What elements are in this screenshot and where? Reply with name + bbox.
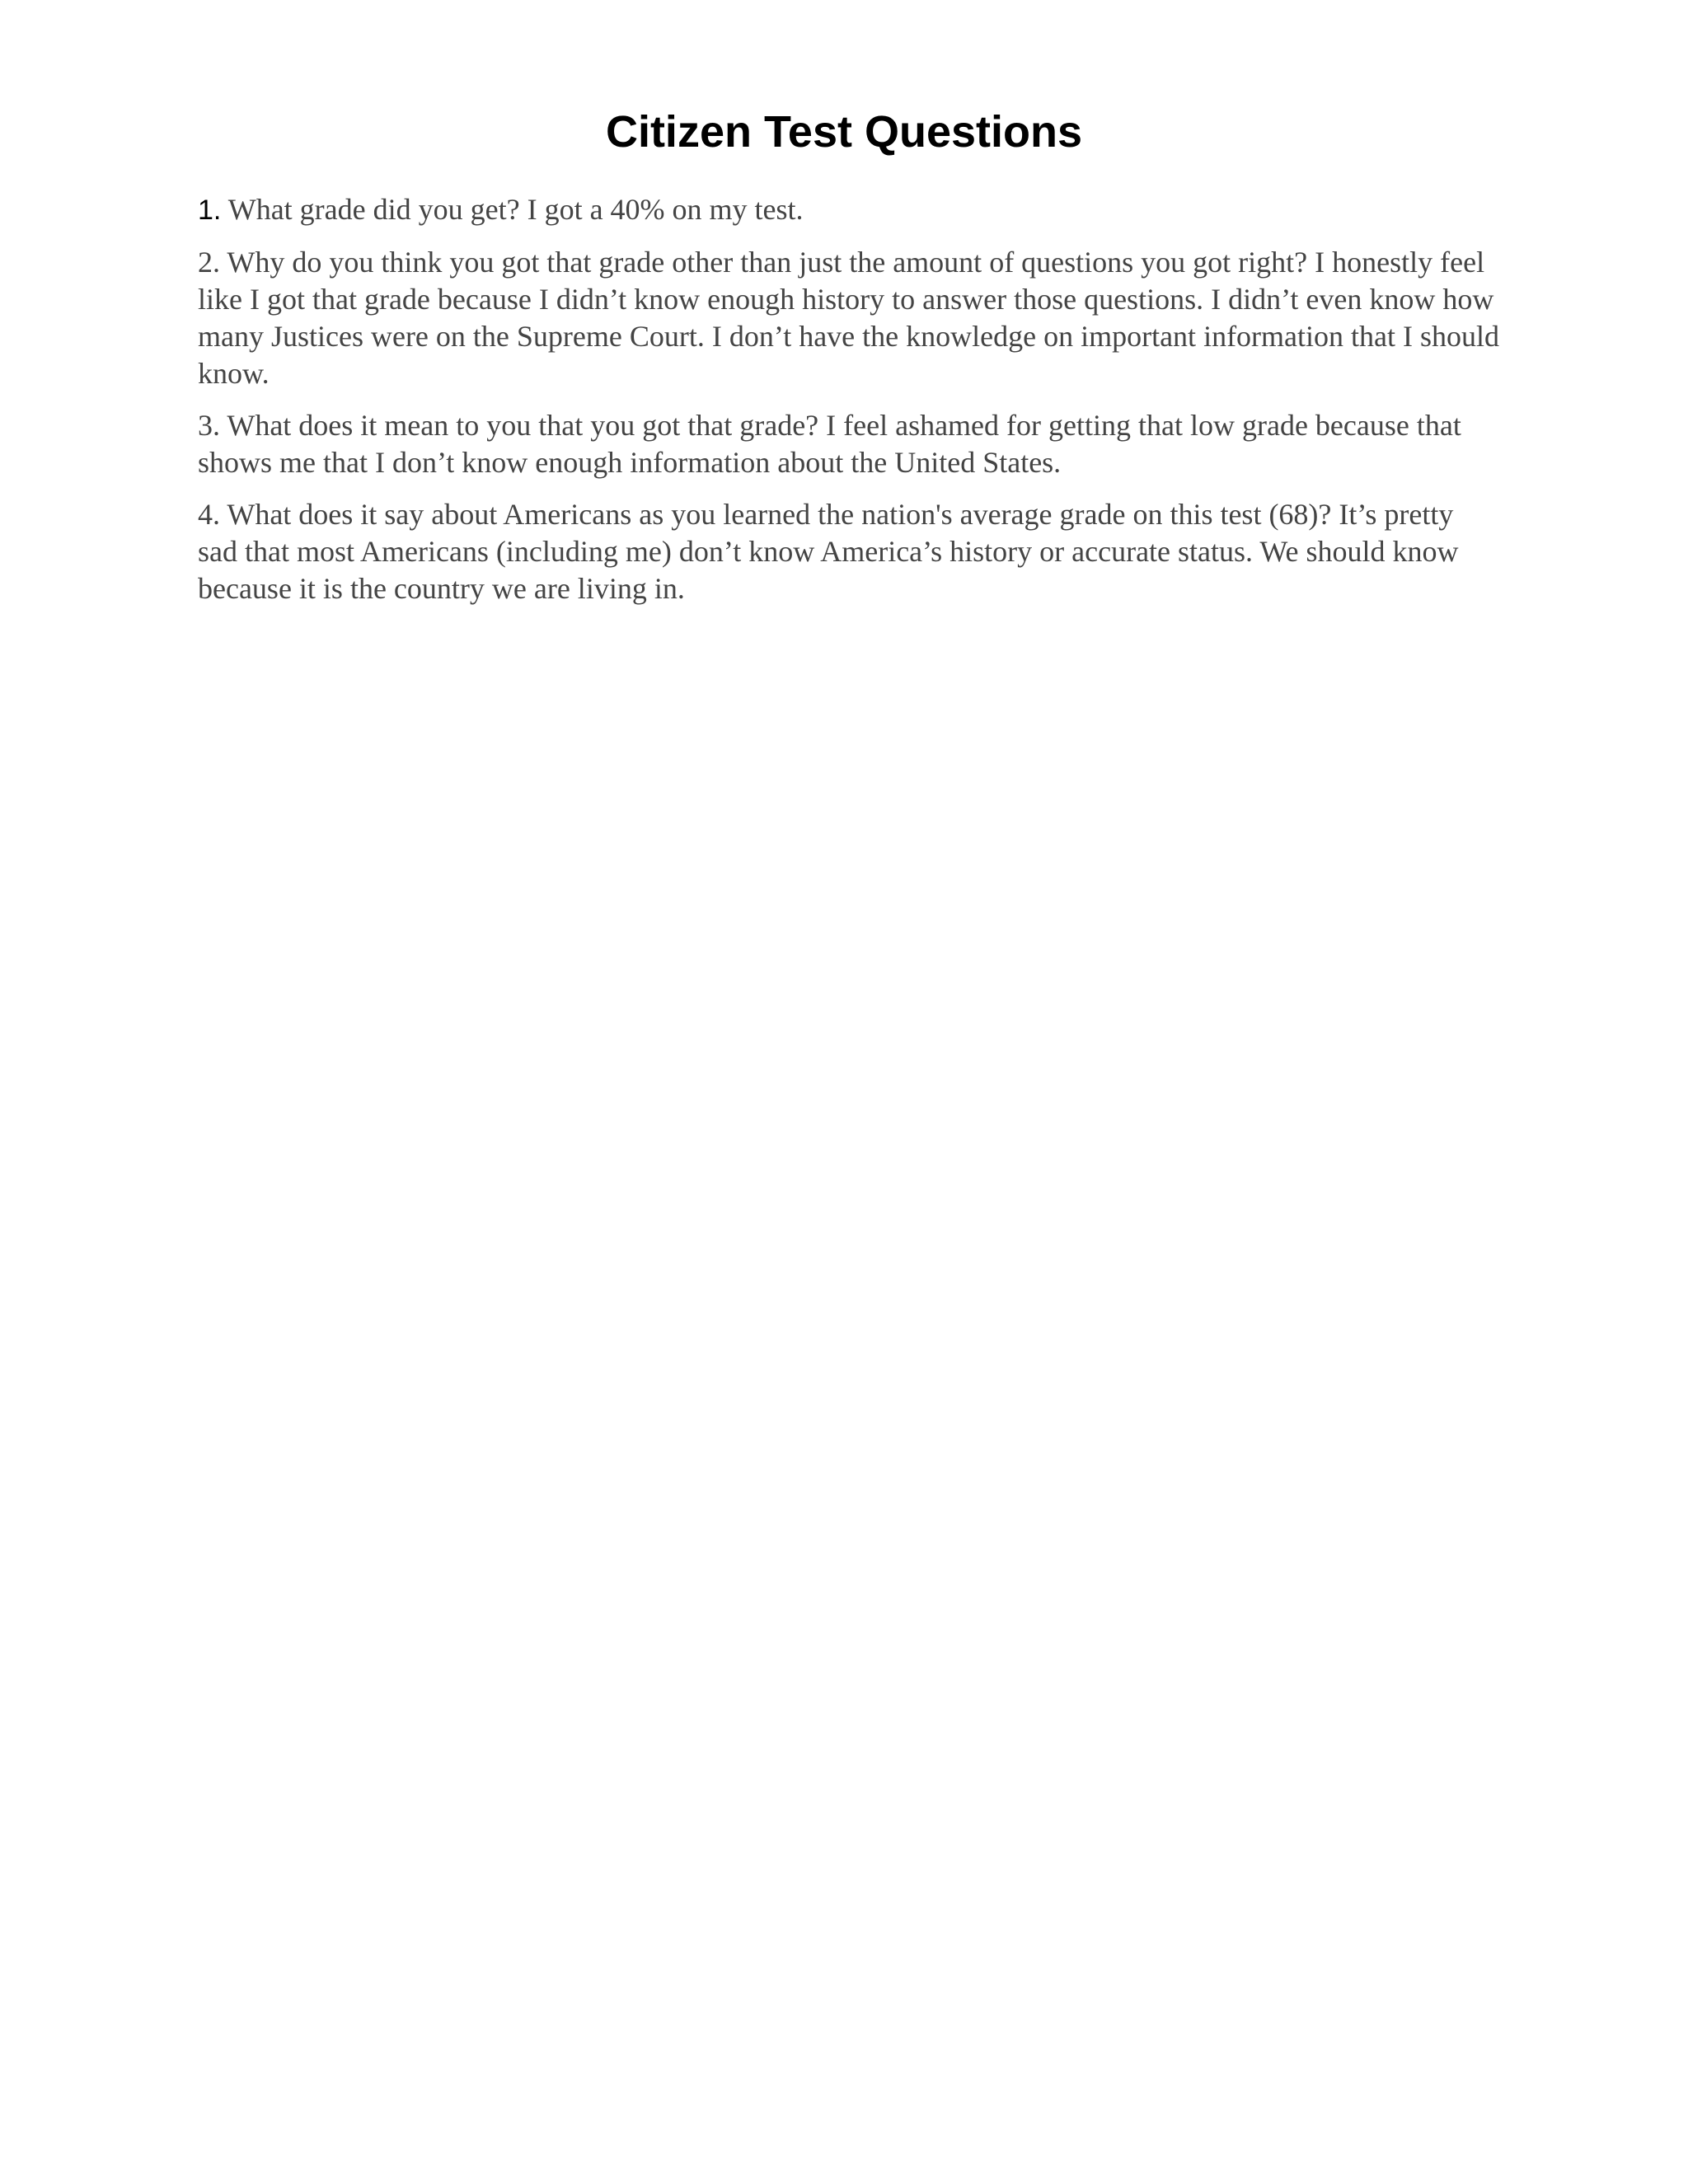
question-1 <box>198 191 1500 229</box>
question-3 <box>198 407 1500 481</box>
document-title: Citizen Test Questions <box>605 107 1083 157</box>
question-1-number: 1. <box>198 194 222 226</box>
question-2-text: 2. Why do you think you got that grade other than just the amount of questions you got right? I honestly feel like I got that grade because I didn’t know enough history to answer those questions. I didn’t even know how many Justices were on the Supreme Court. I don’t have the knowledge on important information that I should know. <box>198 246 1500 390</box>
question-1-text: What grade did you get? I got a 40% on my test. <box>221 193 804 226</box>
question-2 <box>198 244 1500 392</box>
question-4 <box>198 496 1500 607</box>
document-body <box>198 191 1500 622</box>
question-3-text: 3. What does it mean to you that you got that grade? I feel ashamed for getting that low grade because that shows me that I don’t know enough information about the United States. <box>198 409 1461 479</box>
question-4-text: 4. What does it say about Americans as you learned the nation's average grade on this test (68)? It’s pretty sad that most Americans (including me) don’t know America’s history or accurate status. We should know because it is the country we are living in. <box>198 498 1459 605</box>
